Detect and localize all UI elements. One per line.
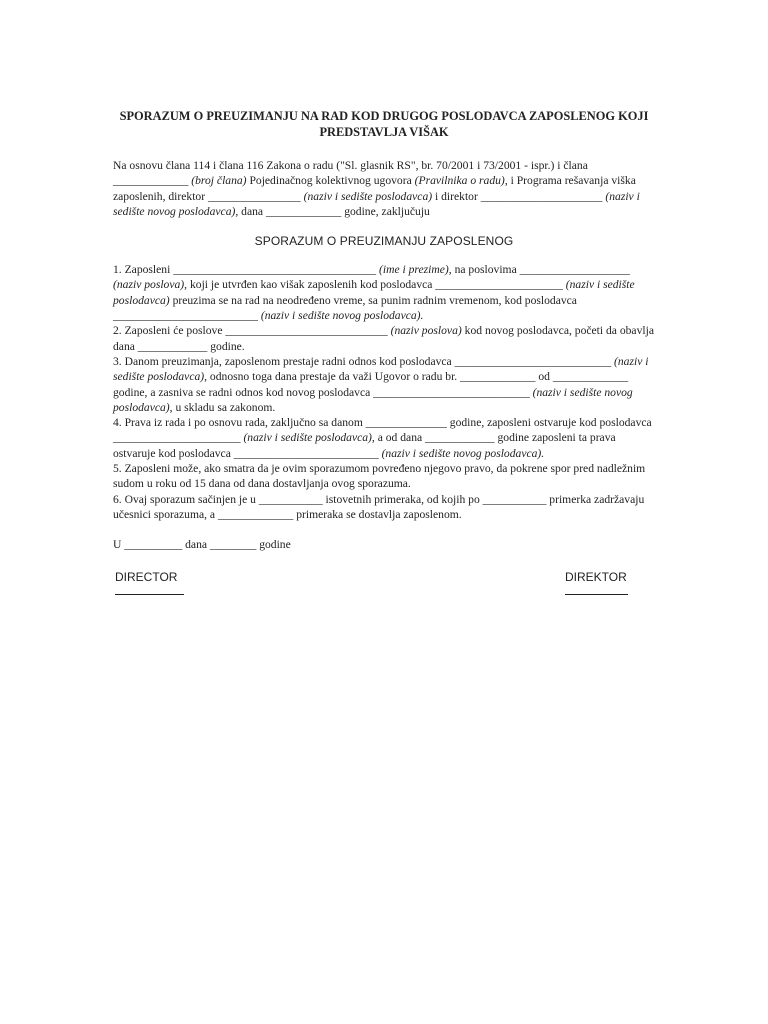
item-2-hint-1: (naziv poslova) [390, 324, 462, 338]
item-3-hint-1: (naziv i sedište poslodavca) [113, 354, 649, 384]
item-1-text-2: , na poslovima ___________________ [448, 263, 630, 277]
document-page [113, 100, 655, 595]
intro-paragraph [113, 158, 655, 219]
intro-text-1: Na osnovu člana 114 i člana 116 Zakona o radu ("Sl. glasnik RS", br. 70/2001 i 73/2001 - ispr.) i člana _____________ [113, 159, 588, 188]
item-1-hint-2: (naziv poslova) [113, 278, 185, 292]
item-2-text-1: 2. Zaposleni će poslove ____________________________ [113, 324, 391, 338]
signature-right-label: DIREKTOR [565, 569, 627, 584]
item-3-text-1: 3. Danom preuzimanja, zaposlenom prestaje radni odnos kod poslodavca ___________________________ [113, 354, 615, 368]
item-4 [113, 415, 655, 461]
item-1-text-4: preuzima se na rad na neodređeno vreme, sa punim radnim vremenom, kod poslodavca _________________________ [113, 293, 577, 323]
item-6: 6. Ovaj sporazum sačinjen je u ___________ istovetnih primeraka, od kojih po ___________ primerka zadržavaju učesnici sporazuma, a _____________ primeraka se dostavlja zaposlenom. [113, 492, 645, 521]
intro-hint-2: (Pravilnika o radu) [414, 174, 505, 188]
item-4-hint-1: (naziv i sedište poslodavca) [243, 431, 372, 445]
intro-hint-1: (broj člana) [191, 174, 247, 188]
item-1-hint-1: (ime i prezime) [379, 263, 449, 277]
item-4-hint-2: (naziv i sedište novog poslodavca). [381, 446, 545, 460]
signature-left-label: DIRECTOR [115, 569, 178, 584]
intro-text-5: , dana _____________ godine, zaključuju [235, 204, 430, 218]
item-3-hint-2: (naziv i sedište novog poslodavca) [113, 385, 633, 414]
item-3-text-3: , u skladu sa zakonom. [169, 400, 276, 414]
intro-hint-4: (naziv i sedište novog poslodavca) [113, 189, 640, 218]
item-1-hint-4: (naziv i sedište novog poslodavca). [260, 309, 424, 323]
place-date-line: U __________ dana ________ godine [113, 538, 291, 552]
item-3-text-2: , odnosno toga dana prestaje da važi Ugovor o radu br. _____________ od _____________ godine, a zasniva se radni odnos kod novog poslodavca ___________________________ [113, 370, 629, 399]
item-4-text-1: 4. Prava iz rada i po osnovu rada, zaključno sa danom ______________ godine, zaposleni ostvaruje kod poslodavca ______________________ [113, 416, 652, 445]
item-1-text-3: , koji je utvrđen kao višak zaposlenih kod poslodavca ______________________ [184, 278, 566, 292]
item-5: 5. Zaposleni može, ako smatra da je ovim sporazumom povređeno njegovo pravo, da pokrene spor pred nadležnim sudom u roku od 15 dana od dana dostavljanja ovog sporazuma. [113, 462, 646, 491]
intro-text-3: , i Programa rešavanja viška zaposlenih, direktor ________________ [113, 174, 636, 203]
signature-right-line [565, 586, 628, 595]
signature-left [113, 569, 184, 595]
item-2-text-2: kod novog poslodavca, početi da obavlja dana ____________ godine. [113, 324, 654, 353]
item-1-text-1: 1. Zaposleni ___________________________________ [113, 263, 379, 277]
document-title: SPORAZUM O PREUZIMANJU NA RAD KOD DRUGOG POSLODAVCA ZAPOSLENOG KOJI PREDSTAVLJA VIŠAK [119, 109, 649, 139]
signature-right [565, 569, 655, 595]
section-subtitle: SPORAZUM O PREUZIMANJU ZAPOSLENOG [254, 234, 514, 249]
item-1 [113, 262, 655, 323]
item-1-hint-3: (naziv i sedište poslodavca) [113, 278, 635, 307]
signature-row [113, 569, 655, 595]
intro-text-2: Pojedinačnog kolektivnog ugovora [246, 174, 415, 188]
signature-left-line [115, 586, 184, 595]
item-3 [113, 354, 655, 415]
item-2 [113, 323, 655, 354]
agreement-items [113, 262, 655, 522]
item-4-text-2: , a od dana ____________ godine zaposleni ta prava ostvaruje kod poslodavca _________________________ [113, 431, 616, 460]
intro-text-4: i direktor _____________________ [432, 189, 606, 203]
intro-hint-3: (naziv i sedište poslodavca) [303, 189, 433, 203]
